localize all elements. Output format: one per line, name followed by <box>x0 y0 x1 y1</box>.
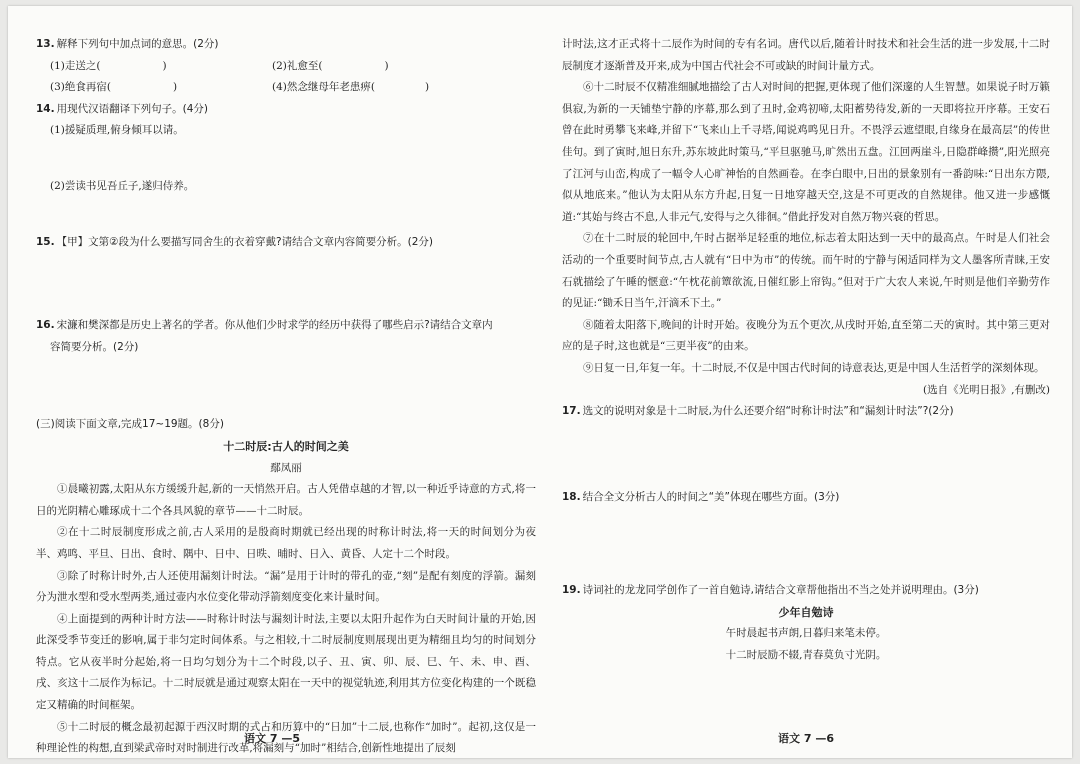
poem-title: 少年自勉诗 <box>778 605 834 619</box>
article-source: (选自《光明日报》,有删改) <box>922 383 1050 396</box>
answer-space <box>36 253 536 315</box>
question-number: 18. <box>562 490 581 503</box>
q14-sentence-2: (2)尝读书见吾丘子,遂归侍养。 <box>50 179 195 192</box>
right-page <box>562 34 1050 667</box>
question-text: 诗词社的龙龙同学创作了一首自勉诗,请结合文章帮他指出不当之处并说明理由。(3分) <box>582 584 979 597</box>
article-paragraph-1: ①晨曦初露,太阳从东方缓缓升起,新的一天悄然开启。古人凭借卓越的才智,以一种近乎诗意的方式,将一日的光阴精心雕琢成十二个各具风貌的章节——十二时辰。 <box>36 483 536 517</box>
question-17 <box>562 401 1050 423</box>
question-text: 【甲】文第②段为什么要描写同舍生的衣着穿戴?请结合文章内容简要分析。(2分) <box>56 235 433 248</box>
answer-space <box>36 142 536 176</box>
question-text: 选文的说明对象是十二时辰,为什么还要介绍“时称计时法”和“漏刻计时法”?(2分) <box>582 405 954 418</box>
article-paragraph-5-cont: 计时法,这才正式将十二辰作为时间的专有名词。唐代以后,随着计时技术和社会生活的进一步发展,十二时辰制度才逐渐普及开来,成为中国古代社会不可或缺的时间计量方式。 <box>562 38 1050 72</box>
page-footer-right: 语文 7 —6 <box>778 732 834 745</box>
question-number: 14. <box>36 102 55 115</box>
question-number: 17. <box>562 405 581 418</box>
poem-line-2: 十二时辰励不辍,青春莫负寸光阴。 <box>725 649 887 662</box>
question-19 <box>562 580 1050 602</box>
answer-space <box>562 423 1050 487</box>
question-13 <box>36 34 536 56</box>
answer-space <box>36 198 536 232</box>
answer-space <box>562 508 1050 580</box>
question-number: 13. <box>36 38 55 50</box>
article-title: 十二时辰:古人的时间之美 <box>223 439 349 453</box>
item-prefix: (2)礼愈至( <box>272 59 323 72</box>
item-prefix: (4)然念继母年老患痹( <box>272 81 375 94</box>
question-text: 解释下列句中加点词的意思。(2分) <box>56 38 219 50</box>
article-paragraph-2: ②在十二时辰制度形成之前,古人采用的是殷商时期就已经出现的时称计时法,将一天的时间划分为夜半、鸡鸣、平旦、日出、食时、隅中、日中、日昳、晡时、日入、黄昏、人定十二个时段。 <box>36 526 536 560</box>
item-prefix: (1)走送之( <box>50 59 101 72</box>
answer-space <box>36 358 536 414</box>
question-18 <box>562 487 1050 509</box>
left-page <box>36 34 536 760</box>
q13-item-2 <box>272 56 389 78</box>
question-15 <box>36 232 536 254</box>
item-suffix: ) <box>384 59 389 72</box>
question-number: 15. <box>36 235 55 248</box>
question-number: 16. <box>36 319 55 332</box>
exam-sheet <box>8 6 1072 758</box>
article-paragraph-9: ⑨日复一日,年复一年。十二时辰,不仅是中国古代时间的诗意表达,更是中国人生活哲学的深刻体现。 <box>583 361 1045 374</box>
article-paragraph-8: ⑧随着太阳落下,晚间的计时开始。夜晚分为五个更次,从戌时开始,直至第二天的寅时。其中第三更对应的是子时,这也就是“三更半夜”的由来。 <box>562 318 1050 353</box>
item-suffix: ) <box>424 81 430 94</box>
article-paragraph-7: ⑦在十二时辰的轮回中,午时占据举足轻重的地位,标志着太阳达到一天中的最高点。午时是人们社会活动的一个重要时间节点,古人就有“日中为市”的传统。而午时的宁静与闲适同样为文人墨客所青睐,王安石就描绘了午睡的惬意:“午枕花前簟欲流,日催红影上帘钩。”但对于广大农人来说,午时则是他们辛勤劳作的见证:“锄禾日当午,汗滴禾下土。” <box>562 232 1050 310</box>
q14-sentence-1: (1)援疑质理,俯身倾耳以请。 <box>50 124 184 137</box>
article-paragraph-4: ④上面提到的两种计时方法——时称计时法与漏刻计时法,主要以太阳升起作为白天时间计量的开始,因此深受季节变迁的影响,属于非匀定时间体系。与之相较,十二时辰制度则展现出更为精细且均匀的时间划分特点。它从夜半时分起始,将一日均匀划分为十二个时段,以子、丑、寅、卯、辰、巳、午、未、申、酉、戌、亥这十二辰作为标记。十二时辰就是通过观察太阳在一天中的视觉轨迹,利用其方位变化构建的一个既稳定又精确的时间框架。 <box>36 612 536 712</box>
question-text: 结合全文分析古人的时间之“美”体现在哪些方面。(3分) <box>582 490 840 503</box>
article-paragraph-3: ③除了时称计时外,古人还使用漏刻计时法。“漏”是用于计时的带孔的壶,“刻”是配有刻度的浮箭。漏刻分为泄水型和受水型两类,通过壶内水位变化带动浮箭刻度变化来计量时间。 <box>36 569 536 604</box>
article-paragraph-5: ⑤十二时辰的概念最初起源于西汉时期的式占和历算中的“日加”十二辰,也称作“加时”。起初,这仅是一种理论性的构想,直到梁武帝时对时制进行改革,将漏刻与“加时”相结合,创新性地提出了辰刻 <box>36 720 536 755</box>
q13-item-3 <box>50 77 272 99</box>
q13-item-1 <box>50 56 272 78</box>
question-text: 用现代汉语翻译下列句子。(4分) <box>56 102 208 115</box>
question-text: 宋濂和樊深都是历史上著名的学者。你从他们少时求学的经历中获得了哪些启示?请结合文章内 <box>56 319 493 332</box>
item-suffix: ) <box>172 81 178 94</box>
page-footer-left: 语文 7 —5 <box>244 732 300 745</box>
question-14 <box>36 99 536 121</box>
item-suffix: ) <box>162 59 167 72</box>
article-author: 鄢凤丽 <box>270 461 302 474</box>
item-prefix: (3)绝食再宿( <box>50 81 111 94</box>
q13-items-row2 <box>36 77 536 99</box>
poem-line-1: 午时晨起书声朗,日暮归来笔未停。 <box>725 627 887 640</box>
question-16 <box>36 315 536 337</box>
question-number: 19. <box>562 584 581 597</box>
question-16-cont: 容简要分析。(2分) <box>50 340 139 353</box>
q13-item-4 <box>272 77 429 99</box>
q13-items-row1 <box>36 56 536 78</box>
article-paragraph-6: ⑥十二时辰不仅精准细腻地描绘了古人对时间的把握,更体现了他们深邃的人生智慧。如果说子时万籁俱寂,为新的一天铺垫宁静的序幕,那么到了丑时,金鸡初啼,太阳蓄势待发,新的一天即将拉开序幕。王安石曾在此时勇攀飞来峰,并留下“飞来山上千寻塔,闻说鸡鸣见日升。不畏浮云遮望眼,自缘身在最高层”的传世佳句。到了寅时,旭日东升,苏东坡此时策马,“平旦驱驰马,旷然出五盘。江回两崖斗,日隐群峰攒”,阳光照亮了江河与山峦,构成了一幅令人心旷神怡的自然画卷。在李白眼中,日出的景象别有一番韵味:“日出东方隈,似从地底来。”他认为太阳从东方升起,日复一日地穿越天空,这是不可更改的自然规律。他又进一步感慨道:“其始与终古不息,人非元气,安得与之久徘徊。”借此抒发对自然万物兴衰的哲思。 <box>562 81 1050 223</box>
section-3-heading: (三)阅读下面文章,完成17~19题。(8分) <box>36 418 224 431</box>
